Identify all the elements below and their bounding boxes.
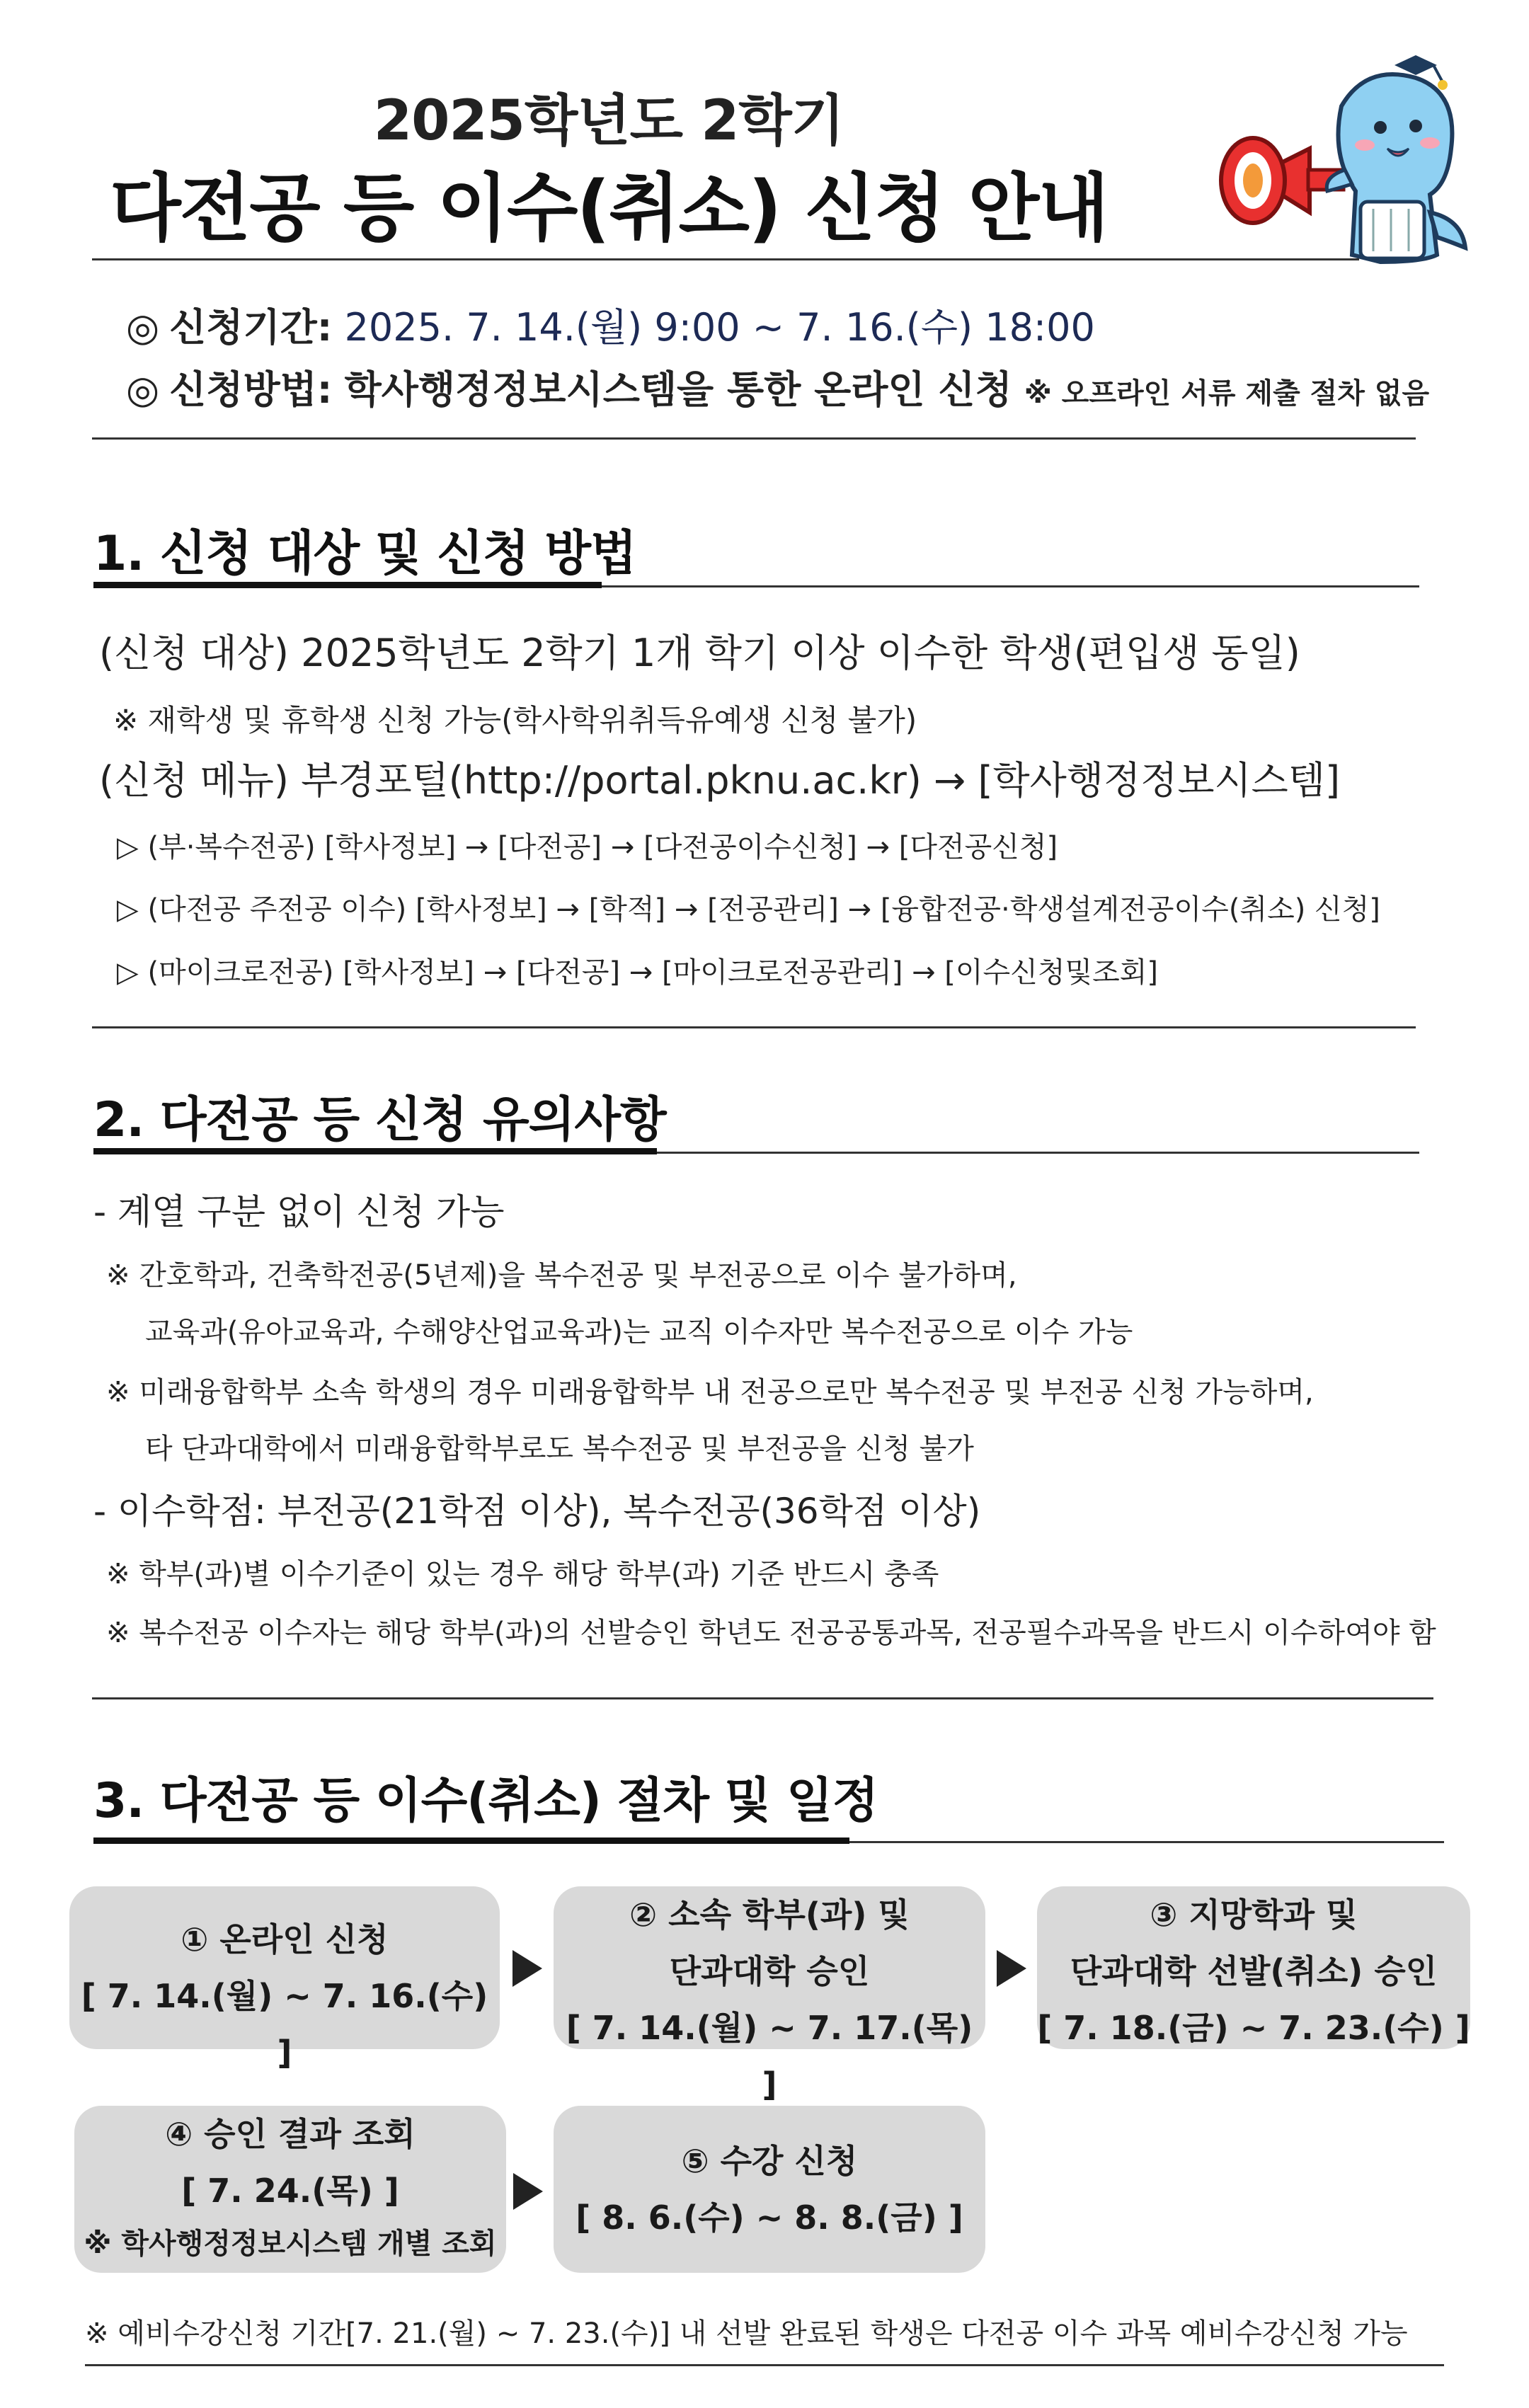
target-note: ※ 재학생 및 휴학생 신청 가능(학사학위취득유예생 신청 불가) [113, 703, 917, 738]
step4-date: [ 7. 24.(목) ] [181, 2172, 399, 2210]
page-title: 다전공 등 이수(취소) 신청 안내 [110, 165, 1108, 251]
path-minor-double: ▷ (부·복수전공) [학사정보] → [다전공] → [다전공이수신청] → [다전공신청] [117, 831, 1058, 864]
note-dept-criteria: ※ 학부(과)별 이수기준이 있는 경우 해당 학부(과) 기준 반드시 충족 [106, 1558, 939, 1590]
target-text: (신청 대상) 2025학년도 2학기 1개 학기 이상 이수한 학생(편입생 동일) [99, 631, 1300, 675]
double-circle-icon: ◎ [126, 305, 160, 350]
step2-label-2: 단과대학 승인 [669, 1952, 870, 1990]
section3-rule [849, 1841, 1444, 1843]
step4-note: ※ 학사행정정보시스템 개별 조회 [84, 2228, 497, 2260]
mascot-illustration [1203, 50, 1472, 276]
note-education: 교육과(유아교육과, 수해양산업교육과)는 교직 이수자만 복수전공으로 이수 가능 [145, 1316, 1133, 1348]
step-result-check [74, 2106, 506, 2273]
step3-label: ③ 지망학과 및 [1150, 1896, 1358, 1934]
arrow-right-icon [513, 2173, 543, 2210]
step-online-apply [69, 1886, 500, 2072]
section3-title: 3. 다전공 등 이수(취소) 절차 및 일정 [93, 1773, 878, 1829]
method-row [126, 360, 1429, 414]
period-label: 신청기간: [169, 305, 333, 350]
path-main-major: ▷ (다전공 주전공 이수) [학사정보] → [학적] → [전공관리] → [융합전공·학생설계전공이수(취소) 신청] [117, 893, 1380, 926]
step3-date: [ 7. 18.(금) ~ 7. 23.(수) ] [1037, 2009, 1470, 2047]
step1-label: ① 온라인 신청 [181, 1920, 389, 1959]
whale-mascot-icon [1327, 55, 1465, 262]
section2-rule [657, 1152, 1419, 1154]
step4-label: ④ 승인 결과 조회 [165, 2115, 416, 2153]
double-circle-icon: ◎ [126, 367, 160, 412]
step-selection-approval [1037, 1886, 1470, 2049]
menu-text: (신청 메뉴) 부경포털(http://portal.pknu.ac.kr) → [학사행정정보시스템] [99, 758, 1341, 803]
method-value: 학사행정정보시스템을 통한 온라인 신청 [344, 367, 1012, 412]
arrow-right-icon [512, 1950, 542, 1987]
note-required-courses: ※ 복수전공 이수자는 해당 학부(과)의 선발승인 학년도 전공공통과목, 전공필수과목을 반드시 이수하여야 함 [106, 1617, 1436, 1649]
note-nursing: ※ 간호학과, 건축학전공(5년제)을 복수전공 및 부전공으로 이수 불가하며, [106, 1259, 1017, 1292]
credits-text: - 이수학점: 부전공(21학점 이상), 복수전공(36학점 이상) [93, 1491, 981, 1532]
info-divider [92, 437, 1416, 440]
footnote: ※ 예비수강신청 기간[7. 21.(월) ~ 7. 23.(수)] 내 선발 완료된 학생은 다전공 이수 과목 예비수강신청 가능 [85, 2317, 1408, 2350]
method-note: ※ 오프라인 서류 제출 절차 없음 [1024, 377, 1430, 410]
note-no-division: - 계열 구분 없이 신청 가능 [93, 1191, 505, 1232]
section2-title: 2. 다전공 등 신청 유의사항 [93, 1092, 666, 1148]
step5-date: [ 8. 6.(수) ~ 8. 8.(금) ] [575, 2198, 963, 2237]
note-future-fusion-2: 타 단과대학에서 미래융합학부로도 복수전공 및 부전공을 신청 불가 [145, 1433, 974, 1465]
step-dept-approval [554, 1886, 985, 2104]
section1-divider [92, 1026, 1416, 1028]
step2-date: [ 7. 14.(월) ~ 7. 17.(목) ] [566, 2009, 973, 2104]
step5-label: ⑤ 수강 신청 [681, 2142, 858, 2180]
arrow-right-icon [997, 1950, 1026, 1987]
section2-divider [92, 1697, 1433, 1699]
step-course-registration [554, 2106, 985, 2273]
section2-underline [93, 1148, 657, 1154]
section1-underline [93, 582, 602, 588]
note-future-fusion: ※ 미래융합학부 소속 학생의 경우 미래융합학부 내 전공으로만 복수전공 및 부전공 신청 가능하며, [106, 1376, 1314, 1409]
step3-label-2: 단과대학 선발(취소) 승인 [1070, 1952, 1438, 1990]
step1-date: [ 7. 14.(월) ~ 7. 16.(수) ] [81, 1977, 488, 2072]
period-row [126, 297, 1095, 352]
section3-underline [93, 1837, 849, 1844]
title-year: 2025학년도 2학기 [373, 89, 844, 153]
footer-divider [85, 2364, 1444, 2366]
section1-title: 1. 신청 대상 및 신청 방법 [93, 526, 636, 582]
method-label: 신청방법: [169, 367, 333, 412]
title-divider [92, 258, 1359, 260]
step2-label: ② 소속 학부(과) 및 [629, 1896, 910, 1934]
period-value: 2025. 7. 14.(월) 9:00 ~ 7. 16.(수) 18:00 [344, 305, 1095, 350]
path-micro: ▷ (마이크로전공) [학사정보] → [다전공] → [마이크로전공관리] → [이수신청및조회] [117, 956, 1159, 989]
megaphone-icon [1221, 138, 1344, 223]
section1-rule [602, 585, 1419, 587]
